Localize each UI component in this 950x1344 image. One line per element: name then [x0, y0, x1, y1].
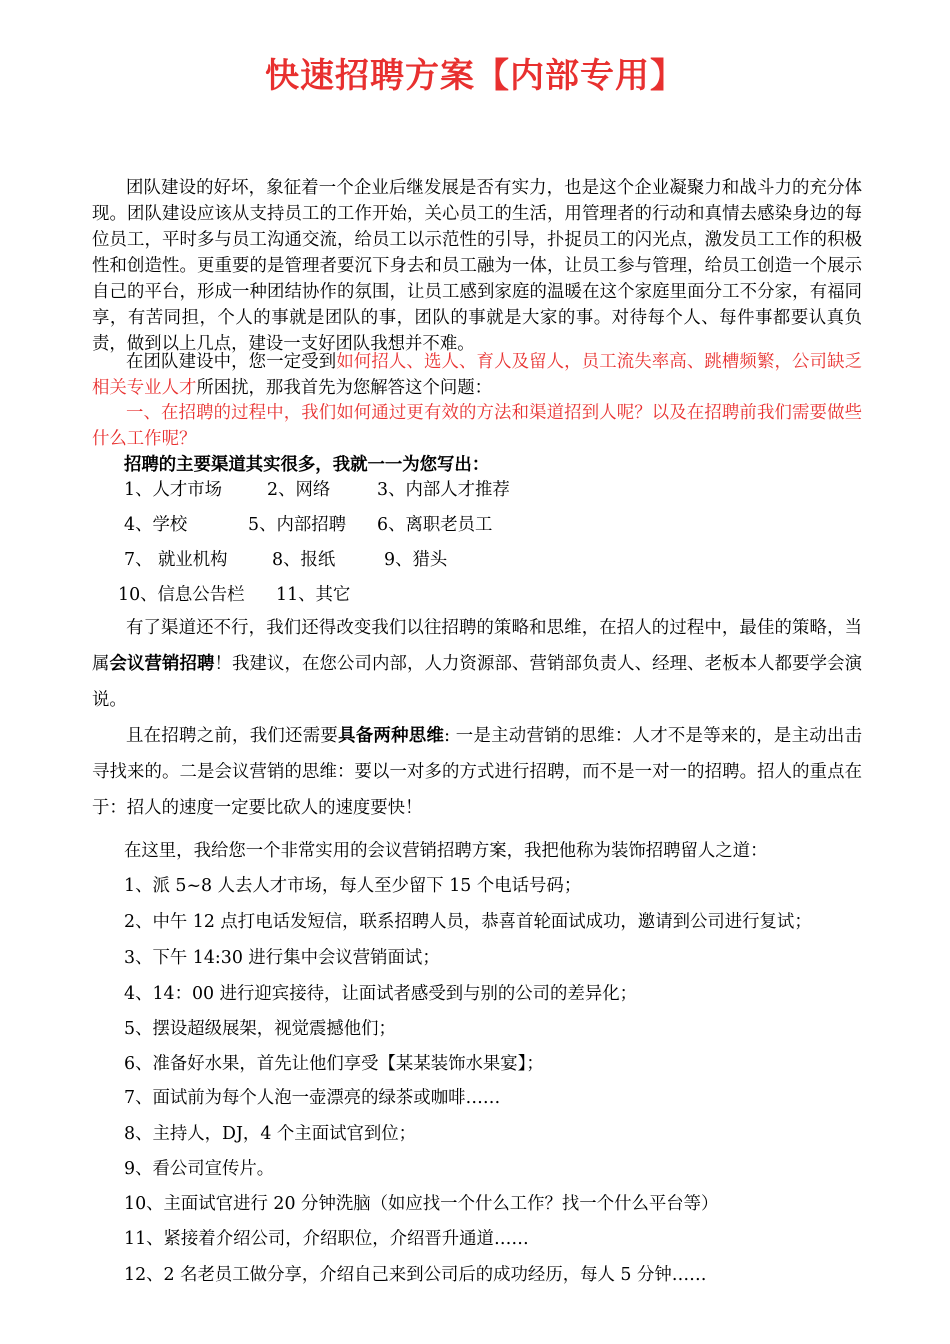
strategy-paragraph: [92, 610, 862, 718]
channels-heading: 招聘的主要渠道其实很多，我就一一为您写出：: [124, 455, 490, 475]
channel-item: 1、人才市场: [124, 480, 223, 500]
plan-step: 4、14：00 进行迎宾接待，让面试者感受到与别的公司的差异化；: [124, 984, 638, 1004]
plan-step: 6、准备好水果，首先让他们享受【某某装饰水果宴】；: [124, 1054, 544, 1074]
channel-item: 3、内部人才推荐: [377, 480, 510, 500]
channel-item: 4、学校: [124, 515, 188, 535]
channel-item: 11、其它: [276, 585, 351, 605]
thinking-text-end: : 一是主动营销的思维：人才不是等来的，是主动出击寻找来的。二是会议营销的思维：要以一对多的方式进行招聘，而不是一对一的招聘。招人的重点在于：招人的速度一定要比砍人的速度要快！: [92, 726, 862, 818]
strategy-text-end: ！我建议，在您公司内部，人力资源部、营销部负责人、经理、老板本人都要学会演说。: [92, 654, 862, 710]
channel-item: 8、报纸: [272, 550, 336, 570]
problem-text-start: 在团队建设中，您一定受到: [126, 352, 337, 372]
channel-item: 7、 就业机构: [124, 550, 228, 570]
plan-step: 9、看公司宣传片。: [124, 1159, 275, 1179]
document-title: 快速招聘方案【内部专用】: [265, 56, 685, 96]
strategy-highlight: 会议营销招聘: [109, 654, 215, 674]
plan-step: 8、主持人，DJ，4 个主面试官到位；: [124, 1124, 417, 1144]
plan-intro: 在这里，我给您一个非常实用的会议营销招聘方案，我把他称为装饰招聘留人之道：: [124, 841, 768, 861]
thinking-highlight: 具备两种思维: [338, 726, 445, 746]
plan-step: 2、中午 12 点打电话发短信，联系招聘人员，恭喜首轮面试成功，邀请到公司进行复试；: [124, 912, 812, 932]
thinking-paragraph: [92, 718, 862, 826]
channel-item: 5、内部招聘: [248, 515, 347, 535]
plan-step: 5、摆设超级展架，视觉震撼他们；: [124, 1019, 396, 1039]
channel-row: [118, 580, 350, 605]
problem-highlight: 如何招人、选人、育人及留人，员工流失率高、跳槽频繁，公司缺乏相关专业人才: [92, 352, 862, 398]
problem-paragraph: [92, 349, 862, 401]
plan-step: 3、下午 14:30 进行集中会议营销面试；: [124, 948, 440, 968]
strategy-text-start: 有了渠道还不行，我们还得改变我们以往招聘的策略和思维，在招人的过程中，最佳的策略，当属: [92, 618, 862, 674]
channel-row: [124, 510, 492, 535]
channel-row: [124, 475, 510, 500]
intro-paragraph: 团队建设的好坏，象征着一个企业后继发展是否有实力，也是这个企业凝聚力和战斗力的充分体现。团队建设应该从支持员工的工作开始，关心员工的生活，用管理者的行动和真情去感染身边的每位员工，平时多与员工沟通交流，给员工以示范性的引导，扑捉员工的闪光点，激发员工工作的积极性和创造性。更重要的是管理者要沉下身去和员工融为一体，让员工参与管理，给员工创造一个展示自己的平台，形成一种团结协作的氛围，让员工感到家庭的温暖在这个家庭里面分工不分家，有福同享，有苦同担，个人的事就是团队的事，团队的事就是大家的事。对待每个人、每件事都要认真负责，做到以上几点，建设一支好团队我想并不难。: [92, 178, 862, 354]
plan-step: 10、主面试官进行 20 分钟洗脑（如应找一个什么工作？找一个什么平台等）: [124, 1194, 719, 1214]
plan-step: 1、派 5~8 人去人才市场，每人至少留下 15 个电话号码；: [124, 876, 582, 896]
problem-text-end: 所困扰，那我首先为您解答这个问题：: [196, 378, 493, 398]
plan-step: 7、面试前为每个人泡一壶漂亮的绿茶或咖啡……: [124, 1088, 501, 1108]
plan-step: 12、2 名老员工做分享，介绍自己来到公司后的成功经历，每人 5 分钟……: [124, 1265, 707, 1285]
plan-step: 11、紧接着介绍公司，介绍职位，介绍晋升通道……: [124, 1229, 529, 1249]
thinking-text-start: 且在招聘之前，我们还需要: [126, 726, 339, 746]
question-heading: 一、在招聘的过程中，我们如何通过更有效的方法和渠道招到人呢？以及在招聘前我们需要做些什么工作呢？: [92, 403, 862, 449]
channel-item: 6、离职老员工: [377, 515, 493, 535]
channel-item: 10、信息公告栏: [118, 585, 245, 605]
channel-item: 2、网络: [267, 480, 331, 500]
channel-row: [124, 545, 447, 570]
channel-item: 9、猎头: [384, 550, 448, 570]
